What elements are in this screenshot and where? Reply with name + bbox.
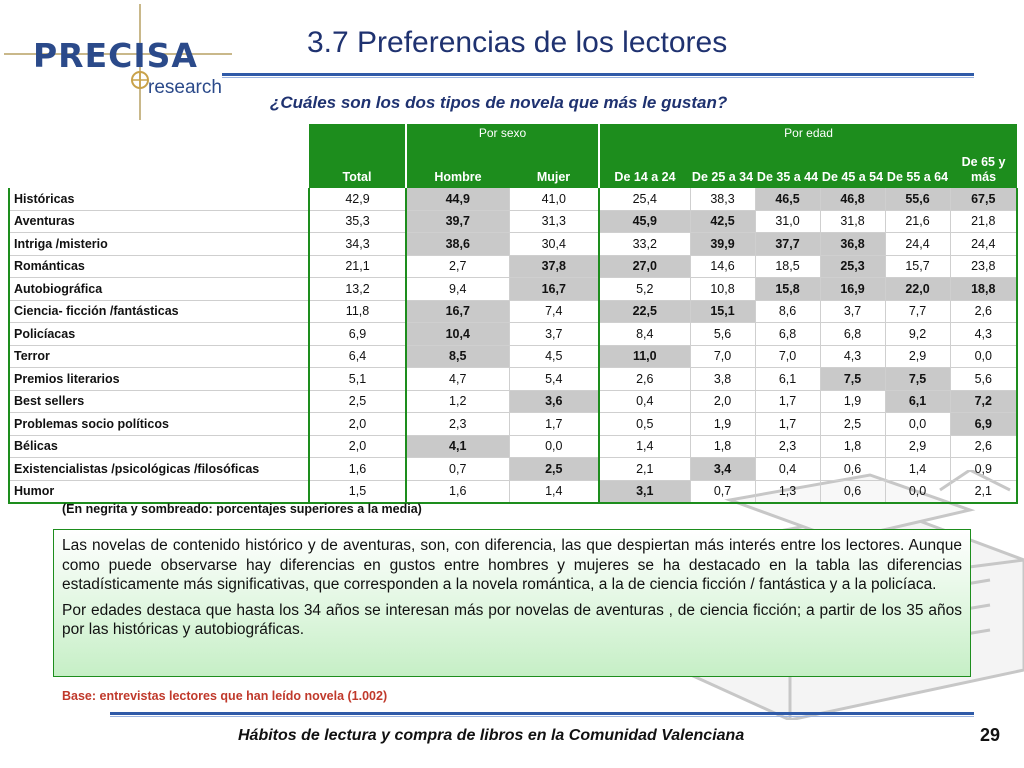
- summary-box: [53, 529, 971, 677]
- table-cell: 16,7: [406, 300, 509, 323]
- precisa-logo: [0, 0, 235, 125]
- group-header-age: Por edad: [599, 124, 1017, 142]
- table-cell: 7,7: [885, 300, 950, 323]
- table-cell: 6,4: [309, 345, 406, 368]
- group-header-blank: [9, 124, 309, 142]
- table-cell: 3,1: [599, 480, 690, 503]
- table-row: [9, 368, 1017, 391]
- table-cell: 1,4: [885, 458, 950, 481]
- table-cell: 2,9: [885, 345, 950, 368]
- table-cell: 41,0: [509, 188, 599, 210]
- table-cell: 8,6: [755, 300, 820, 323]
- table-cell: 2,9: [885, 435, 950, 458]
- table-note: (En negrita y sombreado: porcentajes superiores a la media): [62, 502, 422, 516]
- table-row: [9, 210, 1017, 233]
- table-cell: 22,5: [599, 300, 690, 323]
- table-cell: 22,0: [885, 278, 950, 301]
- table-cell: 39,7: [406, 210, 509, 233]
- table-cell: 18,8: [950, 278, 1017, 301]
- page-number: 29: [980, 725, 1001, 745]
- table-cell: 25,4: [599, 188, 690, 210]
- table-cell: 2,1: [950, 480, 1017, 503]
- table-cell: 67,5: [950, 188, 1017, 210]
- table-cell: 2,6: [950, 435, 1017, 458]
- table-cell: 31,3: [509, 210, 599, 233]
- table-cell: 42,5: [690, 210, 755, 233]
- table-cell: 24,4: [885, 233, 950, 256]
- footer-title: Hábitos de lectura y compra de libros en la Comunidad Valenciana: [238, 727, 745, 744]
- table-cell: 8,4: [599, 323, 690, 346]
- table-cell: 2,6: [950, 300, 1017, 323]
- table-cell: 0,0: [950, 345, 1017, 368]
- table-cell: 23,8: [950, 255, 1017, 278]
- row-label: Policíacas: [9, 323, 309, 346]
- column-header: De 55 a 64: [885, 142, 950, 188]
- table-cell: 5,4: [509, 368, 599, 391]
- survey-question: ¿Cuáles son los dos tipos de novela que más le gustan?: [270, 93, 728, 112]
- table-row: [9, 458, 1017, 481]
- table-cell: 30,4: [509, 233, 599, 256]
- table-cell: 4,5: [509, 345, 599, 368]
- table-cell: 35,3: [309, 210, 406, 233]
- table-cell: 15,1: [690, 300, 755, 323]
- table-cell: 15,8: [755, 278, 820, 301]
- table-cell: 44,9: [406, 188, 509, 210]
- preferences-table: [8, 124, 1016, 504]
- column-header: De 14 a 24: [599, 142, 690, 188]
- table-row: [9, 300, 1017, 323]
- logo-word: PRECISA: [33, 36, 198, 75]
- table-cell: 21,1: [309, 255, 406, 278]
- table-cell: 2,0: [309, 435, 406, 458]
- table-row: [9, 345, 1017, 368]
- row-label: Autobiográfica: [9, 278, 309, 301]
- table-cell: 15,7: [885, 255, 950, 278]
- table-row: [9, 278, 1017, 301]
- table-cell: 7,4: [509, 300, 599, 323]
- table-cell: 3,4: [690, 458, 755, 481]
- table-cell: 2,1: [599, 458, 690, 481]
- table-cell: 38,3: [690, 188, 755, 210]
- page-title: 3.7 Preferencias de los lectores: [307, 26, 728, 59]
- table-cell: 38,6: [406, 233, 509, 256]
- table-cell: 6,1: [755, 368, 820, 391]
- row-label: Intriga /misterio: [9, 233, 309, 256]
- table-cell: 0,6: [820, 458, 885, 481]
- table-cell: 1,9: [690, 413, 755, 436]
- table-cell: 2,6: [599, 368, 690, 391]
- table-cell: 0,0: [509, 435, 599, 458]
- table-cell: 10,4: [406, 323, 509, 346]
- table-row: [9, 323, 1017, 346]
- table-cell: 1,3: [755, 480, 820, 503]
- table-cell: 1,7: [755, 413, 820, 436]
- table-cell: 1,4: [599, 435, 690, 458]
- table-cell: 2,3: [755, 435, 820, 458]
- column-header: Hombre: [406, 142, 509, 188]
- table-cell: 2,3: [406, 413, 509, 436]
- table-cell: 0,4: [755, 458, 820, 481]
- table-cell: 11,8: [309, 300, 406, 323]
- table-cell: 9,2: [885, 323, 950, 346]
- table-cell: 2,0: [690, 390, 755, 413]
- table-row: [9, 413, 1017, 436]
- group-header-total: [309, 124, 406, 142]
- table-row: [9, 390, 1017, 413]
- table-cell: 21,8: [950, 210, 1017, 233]
- table-cell: 37,8: [509, 255, 599, 278]
- logo-sub: research: [148, 77, 222, 98]
- table-cell: 8,5: [406, 345, 509, 368]
- table-row: [9, 435, 1017, 458]
- table-cell: 7,0: [690, 345, 755, 368]
- summary-paragraph: Las novelas de contenido histórico y de aventuras, son, con diferencia, las que despiertan más interés entre los lectores. Aunque como puede observarse hay diferencias en gustos entre hombres y mujeres se ha destacado en la tabla las diferencias estadísticamente más significativas, que corresponden a la novela romántica, a la de ciencia ficción / fantástica y a la policíaca.: [62, 537, 962, 593]
- table-cell: 7,5: [820, 368, 885, 391]
- table-cell: 0,0: [885, 480, 950, 503]
- table-cell: 5,2: [599, 278, 690, 301]
- table-cell: 4,1: [406, 435, 509, 458]
- row-label: Románticas: [9, 255, 309, 278]
- table-cell: 0,4: [599, 390, 690, 413]
- table-cell: 25,3: [820, 255, 885, 278]
- table-cell: 2,7: [406, 255, 509, 278]
- table-cell: 2,5: [820, 413, 885, 436]
- table-cell: 3,7: [509, 323, 599, 346]
- table-cell: 7,5: [885, 368, 950, 391]
- table-cell: 36,8: [820, 233, 885, 256]
- table-cell: 5,6: [950, 368, 1017, 391]
- table-cell: 39,9: [690, 233, 755, 256]
- row-label: Existencialistas /psicológicas /filosóficas: [9, 458, 309, 481]
- table-cell: 1,7: [755, 390, 820, 413]
- table-cell: 3,7: [820, 300, 885, 323]
- table-cell: 0,6: [820, 480, 885, 503]
- row-label: Premios literarios: [9, 368, 309, 391]
- table-cell: 55,6: [885, 188, 950, 210]
- base-note: Base: entrevistas lectores que han leído novela (1.002): [62, 689, 388, 703]
- table-cell: 33,2: [599, 233, 690, 256]
- row-label: Aventuras: [9, 210, 309, 233]
- table-row: [9, 188, 1017, 210]
- table-cell: 0,0: [885, 413, 950, 436]
- row-label: Best sellers: [9, 390, 309, 413]
- row-label: Terror: [9, 345, 309, 368]
- table-row: [9, 480, 1017, 503]
- table-cell: 31,8: [820, 210, 885, 233]
- table-cell: 6,9: [309, 323, 406, 346]
- row-label: Ciencia- ficción /fantásticas: [9, 300, 309, 323]
- table-cell: 27,0: [599, 255, 690, 278]
- table-cell: 1,8: [820, 435, 885, 458]
- table-cell: 1,6: [406, 480, 509, 503]
- table-cell: 2,5: [309, 390, 406, 413]
- row-label: Históricas: [9, 188, 309, 210]
- row-label: Humor: [9, 480, 309, 503]
- column-header: De 65 y más: [950, 142, 1017, 188]
- table-cell: 37,7: [755, 233, 820, 256]
- table-cell: 2,0: [309, 413, 406, 436]
- table-cell: 9,4: [406, 278, 509, 301]
- title-divider-thin: [222, 77, 974, 78]
- table-cell: 13,2: [309, 278, 406, 301]
- column-header: De 45 a 54: [820, 142, 885, 188]
- table-cell: 1,9: [820, 390, 885, 413]
- column-header: Mujer: [509, 142, 599, 188]
- table-cell: 0,5: [599, 413, 690, 436]
- table-cell: 45,9: [599, 210, 690, 233]
- table-cell: 3,8: [690, 368, 755, 391]
- table-cell: 6,1: [885, 390, 950, 413]
- row-label: Problemas socio políticos: [9, 413, 309, 436]
- table-row: [9, 233, 1017, 256]
- table-cell: 10,8: [690, 278, 755, 301]
- table-row: [9, 255, 1017, 278]
- table-cell: 1,8: [690, 435, 755, 458]
- title-divider: [222, 73, 974, 76]
- table-cell: 11,0: [599, 345, 690, 368]
- table-cell: 6,9: [950, 413, 1017, 436]
- table-cell: 42,9: [309, 188, 406, 210]
- column-header: De 35 a 44: [755, 142, 820, 188]
- table-cell: 2,5: [509, 458, 599, 481]
- table-cell: 6,8: [755, 323, 820, 346]
- table-cell: 5,1: [309, 368, 406, 391]
- table-cell: 1,4: [509, 480, 599, 503]
- row-label: Bélicas: [9, 435, 309, 458]
- table-cell: 0,7: [406, 458, 509, 481]
- column-header-blank: [9, 142, 309, 188]
- table-cell: 0,9: [950, 458, 1017, 481]
- table-cell: 1,5: [309, 480, 406, 503]
- table-cell: 1,6: [309, 458, 406, 481]
- table-cell: 46,5: [755, 188, 820, 210]
- table-cell: 14,6: [690, 255, 755, 278]
- group-header-sex: Por sexo: [406, 124, 599, 142]
- table-cell: 6,8: [820, 323, 885, 346]
- table-cell: 7,2: [950, 390, 1017, 413]
- table-cell: 16,9: [820, 278, 885, 301]
- table-cell: 24,4: [950, 233, 1017, 256]
- table-cell: 18,5: [755, 255, 820, 278]
- table-cell: 7,0: [755, 345, 820, 368]
- table-cell: 4,3: [820, 345, 885, 368]
- table-cell: 4,7: [406, 368, 509, 391]
- column-header: Total: [309, 142, 406, 188]
- column-header: De 25 a 34: [690, 142, 755, 188]
- summary-paragraph: Por edades destaca que hasta los 34 años se interesan más por novelas de aventuras , de ciencia ficción; a partir de los 35 años por las históricas y autobiográficas.: [62, 601, 962, 638]
- table-cell: 16,7: [509, 278, 599, 301]
- footer-divider: [110, 712, 974, 715]
- table-cell: 46,8: [820, 188, 885, 210]
- footer-divider-thin: [110, 716, 974, 717]
- table-cell: 5,6: [690, 323, 755, 346]
- table-cell: 1,2: [406, 390, 509, 413]
- table-cell: 31,0: [755, 210, 820, 233]
- table-cell: 34,3: [309, 233, 406, 256]
- table-cell: 0,7: [690, 480, 755, 503]
- table-cell: 3,6: [509, 390, 599, 413]
- table-cell: 4,3: [950, 323, 1017, 346]
- table-cell: 1,7: [509, 413, 599, 436]
- table-cell: 21,6: [885, 210, 950, 233]
